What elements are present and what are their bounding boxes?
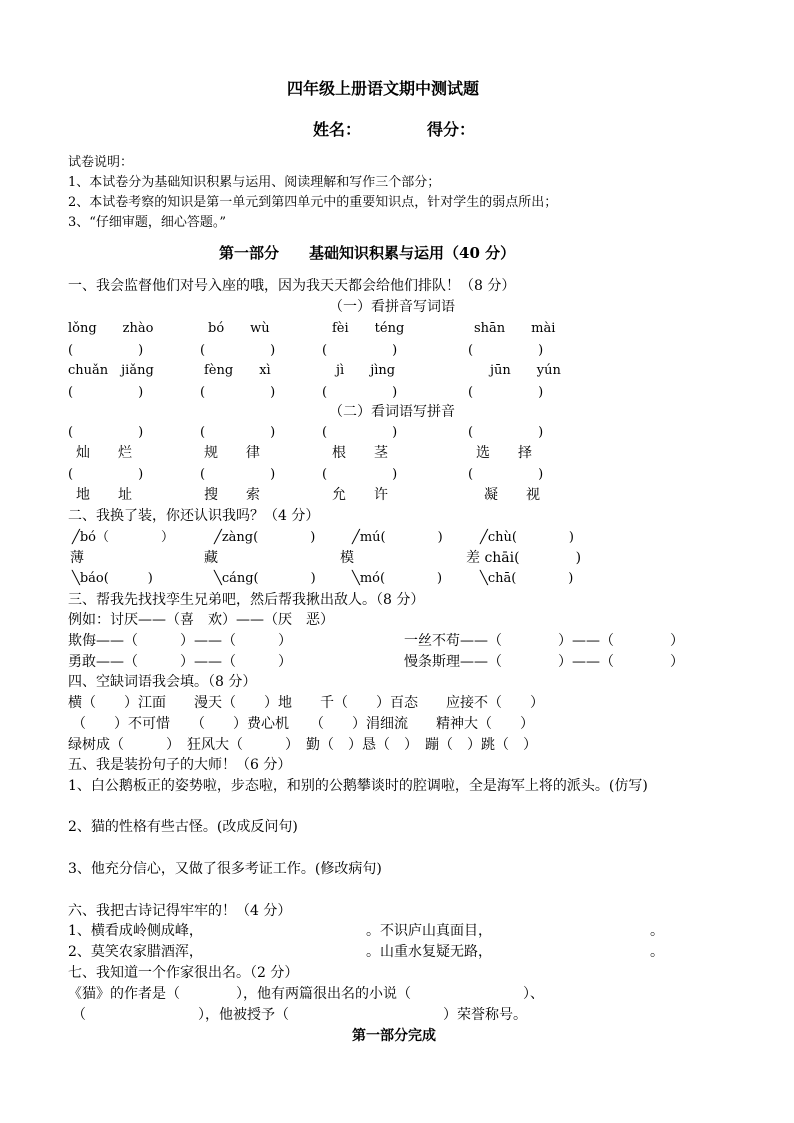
pinyin-option: ╲chā( )	[480, 571, 574, 586]
answer-blank[interactable]: ( )	[200, 343, 276, 358]
instruction-item: 2、本试卷考察的知识是第一单元到第四单元中的重要知识点，针对学生的弱点所出；	[68, 195, 558, 210]
question-heading: 二、我换了装，你还认识我吗？（4 分）	[68, 508, 320, 524]
example-line: 例如：讨厌——（喜 欢）——（厌 恶）	[68, 612, 334, 628]
answer-blank[interactable]: ( )	[200, 467, 276, 482]
synonym-antonym-row: 慢条斯理——（ ）——（ ）	[404, 654, 684, 670]
answer-blank[interactable]: ( )	[322, 343, 398, 358]
part-title: 第一部分 基础知识积累与运用（40 分）	[219, 244, 516, 262]
answer-blank[interactable]: ( )	[68, 425, 144, 440]
answer-blank[interactable]: ( )	[468, 343, 544, 358]
instruction-item: 1、本试卷分为基础知识积累与运用、阅读理解和写作三个部分；	[68, 175, 441, 190]
subsection-title: （一）看拼音写词语	[329, 299, 455, 315]
answer-blank[interactable]: ( )	[322, 385, 398, 400]
answer-blank[interactable]: ( )	[200, 425, 276, 440]
word: 选 择	[476, 445, 532, 461]
pinyin-option: ╲mó( )	[352, 571, 443, 586]
fill-sentence: （ ），他被授予（ ）荣誉称号。	[72, 1007, 527, 1023]
question-heading: 一、我会监督他们对号入座的哦，因为我天天都会给他们排队！（8 分）	[68, 278, 516, 294]
pinyin: lǒng zhào	[68, 321, 154, 336]
poem-line: 。山重水复疑无路，	[366, 944, 492, 960]
question-heading: 四、空缺词语我会填。（8 分）	[68, 674, 257, 690]
word: 允 许	[332, 487, 388, 503]
subsection-title: （二）看词语写拼音	[329, 404, 455, 420]
answer-blank[interactable]: ( )	[68, 467, 144, 482]
part-end-label: 第一部分完成	[352, 1028, 436, 1044]
pinyin-option: ╱mú( )	[352, 530, 443, 545]
poem-line: 。	[650, 944, 664, 960]
question-heading: 三、帮我先找找孪生兄弟吧，然后帮我揪出敌人。（8 分）	[68, 592, 425, 608]
answer-blank[interactable]: ( )	[468, 385, 544, 400]
synonym-antonym-row: 欺侮——（ ）——（ ）	[68, 633, 292, 649]
pinyin-option: ╲cáng( )	[214, 571, 316, 586]
answer-blank[interactable]: ( )	[200, 385, 276, 400]
task-item: 1、白公鹅板正的姿势啦，步态啦，和别的公鹅攀谈时的腔调啦，全是海军上将的派头。(仿写)	[68, 778, 648, 794]
polyphone-char: 模	[340, 550, 354, 566]
answer-blank[interactable]: ( )	[468, 425, 544, 440]
polyphone-char: 薄	[70, 550, 84, 566]
question-heading: 五、我是装扮句子的大师！（6 分）	[68, 757, 292, 773]
page-title: 四年级上册语文期中测试题	[287, 79, 480, 98]
question-heading: 六、我把古诗记得牢牢的！（4 分）	[68, 903, 292, 919]
word: 灿 烂	[76, 445, 132, 461]
question-heading: 七、我知道一个作家很出名。（2 分）	[68, 965, 299, 981]
task-item: 3、他充分信心，又做了很多考证工作。(修改病句)	[68, 861, 382, 877]
answer-blank[interactable]: ( )	[468, 467, 544, 482]
poem-line: 。	[650, 923, 664, 939]
word: 地 址	[76, 487, 132, 503]
fill-row: 绿树成（ ） 狂风大（ ） 勤（ ）恳（ ） 蹦（ ）跳（ ）	[68, 737, 537, 753]
pinyin: fèi téng	[332, 321, 405, 336]
word: 凝 视	[484, 487, 540, 503]
pinyin-option: ╲báo( )	[72, 571, 153, 586]
fill-row: （ ）不可惜 （ ）费心机 （ ）涓细流 精神大（ ）	[72, 716, 534, 732]
poem-line: 2、莫笑农家腊酒浑，	[68, 944, 203, 960]
pinyin: jì jìng	[336, 363, 396, 378]
poem-line: 1、横看成岭侧成峰，	[68, 923, 203, 939]
fill-row: 横（ ）江面 漫天（ ）地 千（ ）百态 应接不（ ）	[68, 695, 544, 711]
pinyin: bó wù	[208, 321, 270, 336]
pinyin: jūn yún	[490, 363, 561, 378]
instructions-heading: 试卷说明：	[68, 155, 134, 170]
pinyin: fèng xì	[204, 363, 271, 378]
pinyin-option: ╱zàng( )	[214, 530, 316, 545]
answer-blank[interactable]: ( )	[68, 385, 144, 400]
word: 规 律	[204, 445, 260, 461]
name-label: 姓名：	[313, 120, 362, 139]
word: 根 茎	[332, 445, 388, 461]
answer-blank[interactable]: ( )	[322, 425, 398, 440]
word: 搜 索	[204, 487, 260, 503]
poem-line: 。不识庐山真面目，	[366, 923, 492, 939]
pinyin-option: ╱chù( )	[480, 530, 574, 545]
synonym-antonym-row: 一丝不苟——（ ）——（ ）	[404, 633, 684, 649]
score-label: 得分：	[427, 120, 476, 139]
polyphone-char: 藏	[204, 550, 218, 566]
answer-blank[interactable]: ( )	[322, 467, 398, 482]
pinyin: shān mài	[474, 321, 556, 336]
pinyin: chuǎn jiǎng	[68, 363, 154, 378]
instruction-item: 3、“仔细审题，细心答题。”	[68, 215, 227, 230]
polyphone-char: 差 chāi( )	[466, 550, 582, 566]
pinyin-option: ╱bó（ ）	[72, 530, 174, 545]
fill-sentence: 《猫》的作者是（ ），他有两篇很出名的小说（ ）、	[68, 986, 544, 1002]
answer-blank[interactable]: ( )	[68, 343, 144, 358]
synonym-antonym-row: 勇敢——（ ）——（ ）	[68, 654, 292, 670]
task-item: 2、猫的性格有些古怪。(改成反问句)	[68, 819, 298, 835]
